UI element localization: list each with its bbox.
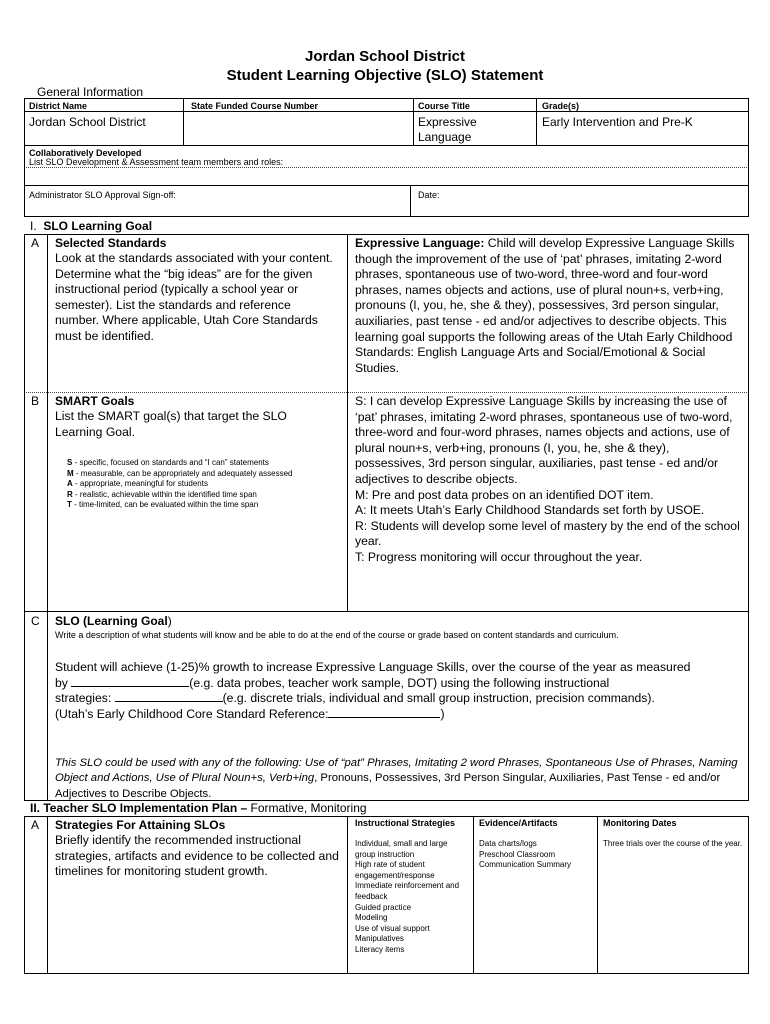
strategies-title: Strategies For Attaining SLOs — [55, 818, 226, 832]
rule — [473, 816, 474, 973]
smart-criterion — [67, 458, 342, 469]
smart-letter: T — [67, 500, 72, 510]
evidence-item: Data charts/logs — [479, 839, 537, 848]
collab-label: Collaboratively Developed — [29, 148, 142, 158]
slo-learning-goal-paren: ) — [167, 614, 172, 628]
slo-usage-note-italic: This SLO could be used with any of the following: Use of “pat” Phrases, Imitating 2 word Phrases, Spontaneous Use of Phrases, Naming Object and Actions, Use of Plural Noun+s, Verb+ing — [55, 757, 738, 785]
district-name-header: District Name — [29, 101, 88, 111]
row-b-letter: B — [31, 394, 40, 408]
district-name-value: Jordan School District — [29, 115, 146, 129]
slo-line-2 — [55, 676, 747, 692]
selected-standards-title: Selected Standards — [55, 236, 167, 250]
strategy-item: High rate of student engagement/response — [355, 860, 435, 880]
rule — [748, 98, 749, 216]
rule — [24, 216, 749, 217]
smart-criterion — [67, 469, 342, 480]
smart-answer-a: A: It meets Utah’s Early Childhood Standards set forth by USOE. — [355, 503, 705, 518]
selected-standards-answer — [355, 236, 742, 376]
smart-text: - specific, focused on standards and “I can” statements — [72, 458, 269, 467]
smart-letter: S — [67, 458, 73, 467]
course-number-header: State Funded Course Number — [191, 101, 319, 111]
admin-signoff-label: Administrator SLO Approval Sign-off: — [29, 190, 176, 200]
instructional-strategies-header: Instructional Strategies — [355, 818, 456, 828]
section-2-subtitle: Formative, Monitoring — [250, 801, 367, 815]
strategy-item: Literacy items — [355, 944, 405, 954]
smart-text: - time-limited, can be evaluated within the time span — [71, 500, 259, 510]
evidence-item: Preschool Classroom Communication Summary — [479, 849, 572, 870]
document-title-line1: Jordan School District — [304, 48, 466, 65]
smart-letter: A — [67, 479, 73, 489]
smart-text: - appropriate, meaningful for students — [72, 479, 208, 489]
instructional-strategies-list — [355, 839, 468, 956]
rule — [24, 234, 749, 235]
smart-text: - realistic, achievable within the identified time span — [72, 489, 257, 499]
slo-line-4-end: ) — [440, 706, 445, 721]
slo-line-2-end: (e.g. data probes, teacher work sample, DOT) using the following instructional — [189, 675, 610, 690]
rule — [410, 185, 411, 216]
section-1-number: I. — [30, 219, 37, 233]
smart-answer-t: T: Progress monitoring will occur throughout the year. — [355, 549, 643, 564]
rule — [24, 973, 749, 974]
slo-statement — [55, 660, 747, 722]
slo-line-1: Student will achieve (1-25)% growth to increase Expressive Language Skills, over the course of the year as measured — [55, 660, 691, 674]
strategy-item: Use of visual support — [355, 923, 430, 933]
expressive-language-label: Expressive Language: — [355, 236, 485, 250]
slo-line-3-end: (e.g. discrete trials, individual and small group instruction, precision commands). — [222, 691, 655, 706]
rule — [347, 234, 348, 611]
smart-text: - measurable, can be appropriately and adequately assessed — [73, 468, 293, 478]
section-1-heading — [30, 219, 152, 234]
smart-criterion — [67, 500, 342, 511]
course-title-value: Expressive Language — [418, 115, 477, 144]
rule — [413, 98, 414, 145]
smart-answer-r: R: Students will develop some level of mastery by the end of the school year. — [355, 518, 740, 549]
strategy-item: Immediate reinforcement and feedback — [355, 881, 460, 901]
rule — [597, 816, 598, 973]
strategy-item: Individual, small and large group instruction — [355, 839, 448, 859]
rule — [24, 816, 25, 973]
slo-line-3-start: strategies: — [55, 691, 115, 706]
smart-goals-description: List the SMART goal(s) that target the SLO Learning Goal. — [55, 409, 287, 439]
smart-answer-s: S: I can develop Expressive Language Skills by increasing the use of ‘pat’ phrases, imitating 2-word phrases, spontaneous use of two-word, three-word and four-word phrases, names objects and actions, use of plural noun+s, verb+ing, pronouns (I, you, he, she & they), possessives, 3rd person singular, auxiliaries, past tense - ed and/or adjectives to describe objects. — [355, 394, 733, 486]
measure-blank[interactable] — [71, 686, 189, 687]
rule — [24, 816, 749, 817]
selected-standards-description: Look at the standards associated with your content. Determine what the “big ideas” are for the given instructional period (typically a school year or semester). List the standards and reference number. Where applicable, Utah Core Standards must be identified. — [55, 251, 333, 343]
dotted-rule — [24, 392, 749, 393]
rule — [24, 111, 749, 112]
smart-goals-title: SMART Goals — [55, 394, 135, 408]
smart-criterion — [67, 479, 342, 490]
slo-usage-note-rest: , Pronouns, Possessives, 3rd Person Singular, Auxiliaries, Past Tense - ed and/or Adjectives to Describe Objects. — [55, 772, 721, 800]
section-2-title: II. Teacher SLO Implementation Plan – — [30, 801, 251, 815]
rule — [748, 816, 749, 973]
date-label: Date: — [418, 190, 440, 200]
slo-line-3 — [55, 691, 747, 707]
smart-criteria-list — [67, 458, 342, 511]
general-info-label: General Information — [37, 85, 144, 99]
rule — [24, 145, 749, 146]
strategy-item: Manipulatives — [355, 934, 404, 944]
slo-usage-note — [55, 756, 745, 802]
section-1-title: SLO Learning Goal — [43, 219, 153, 233]
course-title-header: Course Title — [418, 101, 470, 111]
monitoring-dates-value: Three trials over the course of the year. — [603, 839, 743, 848]
rule — [24, 611, 749, 612]
slo-line-4-start: (Utah’s Early Childhood Core Standard Reference: — [55, 706, 329, 721]
standard-reference-blank[interactable] — [328, 717, 440, 718]
rule — [24, 98, 25, 216]
rule — [536, 98, 537, 145]
strategy-item: Modeling — [355, 913, 388, 923]
section-2-row-a-letter: A — [31, 818, 40, 832]
rule — [183, 98, 184, 145]
collab-description: List SLO Development & Assessment team members and roles: — [29, 157, 284, 167]
smart-criterion — [67, 490, 342, 501]
smart-goals-answers — [355, 394, 742, 566]
slo-learning-goal-heading — [55, 614, 172, 629]
slo-learning-goal-title: SLO (Learning Goal — [55, 614, 168, 628]
evidence-artifacts-header: Evidence/Artifacts — [479, 818, 558, 828]
row-c-letter: C — [31, 614, 40, 628]
rule — [748, 234, 749, 800]
evidence-list — [479, 839, 591, 871]
smart-letter: M — [67, 468, 74, 478]
row-a-letter: A — [31, 236, 40, 250]
rule — [347, 816, 348, 973]
grades-header: Grade(s) — [542, 101, 580, 111]
strategies-blank[interactable] — [115, 701, 223, 702]
document-title-line2: Student Learning Objective (SLO) Statement — [226, 67, 544, 84]
strategies-description: Briefly identify the recommended instructional strategies, artifacts and evidence to be collected and timelines for monitoring student growth. — [55, 833, 339, 879]
grades-value: Early Intervention and Pre-K — [542, 115, 693, 129]
rule — [24, 185, 749, 186]
monitoring-dates-header: Monitoring Dates — [603, 818, 677, 828]
rule — [47, 234, 48, 800]
rule — [24, 234, 25, 800]
smart-letter: R — [67, 489, 73, 499]
selected-standards-answer-text: Child will develop Expressive Language Skills though the improvement of the use of ‘pat’ phrases, imitating 2-word phrases, spontaneous use of two-word, three-word and four-word phrases, names objects and actions, use of plural noun+s, verb+ing, pronouns (I, you, he, she & they), possessives, 3rd person singular, auxiliaries, past tense - ed and/or adjectives to describe objects. This learning goal supports the following areas of the Utah Early Childhood Standards: English Language Arts and Social/Emotional & Social Studies. — [355, 236, 735, 375]
smart-answer-m: M: Pre and post data probes on an identified DOT item. — [355, 487, 654, 502]
rule — [24, 98, 749, 99]
slo-description: Write a description of what students will know and be able to do at the end of the course or grade based on content standards and curriculum. — [55, 630, 619, 640]
slo-line-2-start: by — [55, 675, 72, 690]
rule — [47, 816, 48, 973]
section-2-heading — [30, 801, 367, 816]
strategy-item: Guided practice — [355, 902, 412, 912]
slo-line-4 — [55, 707, 747, 723]
